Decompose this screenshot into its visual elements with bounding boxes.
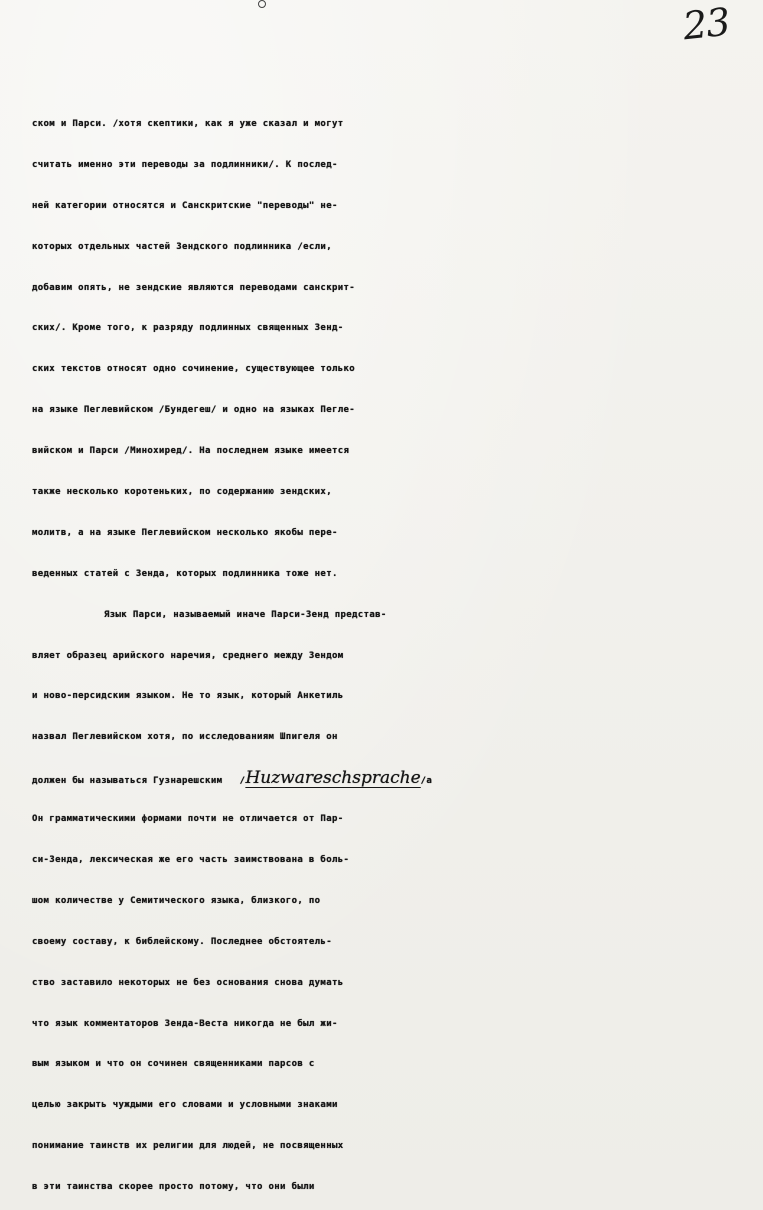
text-line-content: ней категории относятся и Санскритские "переводы" не- xyxy=(32,200,338,211)
typed-body-text xyxy=(0,104,763,1208)
text-line-content: в эти таинства скорее просто потому, что они были xyxy=(32,1182,315,1193)
text-line xyxy=(0,472,763,513)
text-line xyxy=(0,840,763,881)
text-line xyxy=(0,676,763,717)
line-trailing-char: а xyxy=(426,776,433,787)
text-line xyxy=(0,595,763,636)
text-line xyxy=(0,758,763,799)
text-line xyxy=(0,963,763,1004)
text-line xyxy=(0,717,763,758)
text-line xyxy=(0,308,763,349)
text-line-content: ство заставило некоторых не без основания снова думать xyxy=(32,977,344,988)
text-line xyxy=(0,513,763,554)
text-line xyxy=(0,390,763,431)
text-line xyxy=(0,268,763,309)
text-line-content: шом количестве у Семитического языка, близкого, по xyxy=(32,895,321,906)
text-line xyxy=(0,104,763,145)
text-line-content: своему составу, к библейскому. Последнее обстоятель- xyxy=(32,936,332,947)
text-line-content: что язык комментаторов Зенда-Веста никогда не был жи- xyxy=(32,1018,338,1029)
text-line xyxy=(0,1044,763,1085)
text-line-content: молитв, а на языке Пеглевийском несколько якобы пере- xyxy=(32,527,338,538)
text-line-content: понимание таинств их религии для людей, не посвященных xyxy=(32,1141,344,1152)
text-line-content: также несколько коротеньких, по содержанию зендских, xyxy=(32,487,332,498)
text-line xyxy=(0,636,763,677)
text-line xyxy=(0,145,763,186)
text-line-content: Язык Парси, называемый иначе Парси-Зенд представ- xyxy=(104,609,387,620)
text-line xyxy=(0,1004,763,1045)
page-number: 23 xyxy=(680,0,732,49)
text-line xyxy=(0,554,763,595)
text-line xyxy=(0,1126,763,1167)
text-line-content: которых отдельных частей Зендского подлинника /если, xyxy=(32,241,332,252)
text-line xyxy=(0,186,763,227)
text-line xyxy=(0,799,763,840)
text-line-content: веденных статей с Зенда, которых подлинника тоже нет. xyxy=(32,568,338,579)
text-line xyxy=(0,227,763,268)
slash-open: / xyxy=(222,776,246,787)
text-line-content: ском и Парси. /хотя скептики, как я уже сказал и могут xyxy=(32,119,344,129)
text-line-content: ских текстов относят одно сочинение, существующее только xyxy=(32,364,356,375)
text-line xyxy=(0,1085,763,1126)
text-line-content: вийском и Парси /Минохиред/. На последнем языке имеется xyxy=(32,446,350,457)
text-line xyxy=(0,1167,763,1208)
text-line-content: вляет образец арийского наречия, среднего между Зендом xyxy=(32,650,344,661)
text-line-content: и ново-персидским языком. Не то язык, который Анкетиль xyxy=(32,691,344,702)
text-line-content: вым языком и что он сочинен священниками парсов с xyxy=(32,1059,315,1070)
text-line-content: на языке Пеглевийском /Бундегеш/ и одно на языках Пегле- xyxy=(32,405,356,416)
text-line-content: добавим опять, не зендские являются переводами санскрит- xyxy=(32,282,356,293)
text-line-content: считать именно эти переводы за подлинники/. К послед- xyxy=(32,159,338,170)
text-line-content: Он грамматическими формами почти не отличается от Пар- xyxy=(32,814,344,825)
text-line-content: ских/. Кроме того, к разряду подлинных священных Зенд- xyxy=(32,323,344,334)
text-line-content: си-Зенда, лексическая же его часть заимствована в боль- xyxy=(32,855,350,866)
text-line xyxy=(0,349,763,390)
text-line-content: целью закрыть чуждыми его словами и условными знаками xyxy=(32,1100,338,1111)
text-line-content: должен бы называться Гузнарешским xyxy=(32,776,223,787)
text-line xyxy=(0,431,763,472)
punch-hole-mark xyxy=(258,0,266,8)
text-line xyxy=(0,922,763,963)
slash-close: / xyxy=(420,776,427,787)
text-line-content: назвал Пеглевийском хотя, по исследованиям Шпигеля он xyxy=(32,732,338,743)
handwritten-insertion: Huzwareschsprache xyxy=(245,768,421,789)
text-line xyxy=(0,881,763,922)
